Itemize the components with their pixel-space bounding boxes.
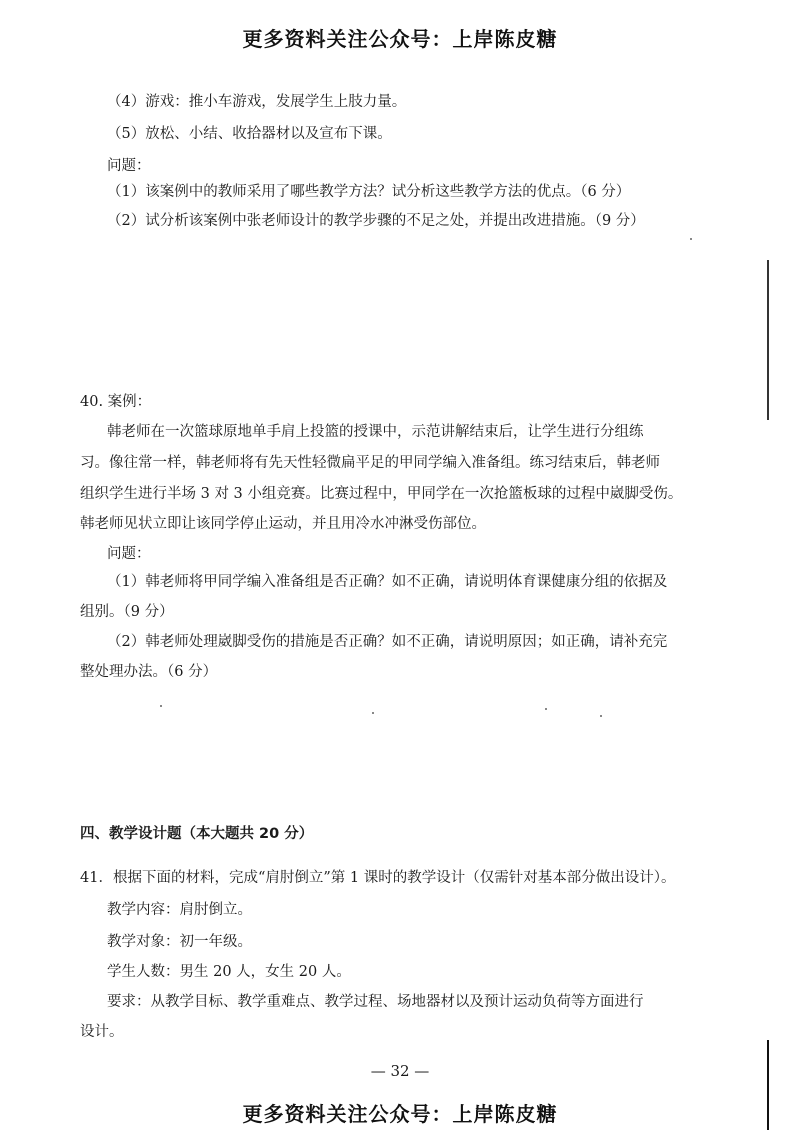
q39-question-2: （2）试分析该案例中张老师设计的教学步骤的不足之处，并提出改进措施。（9 分）: [107, 213, 645, 229]
q40-paragraph-line-3: 组织学生进行半场 3 对 3 小组竞赛。比赛过程中，甲同学在一次抢篮板球的过程中崴脚受伤。: [80, 486, 683, 502]
scan-edge-rule-lower: [767, 1040, 769, 1130]
q41-prompt: 41．根据下面的材料，完成“肩肘倒立”第 1 课时的教学设计（仅需针对基本部分做出设计）。: [80, 870, 676, 886]
section-4-title: 四、教学设计题（本大题共 20 分）: [80, 826, 314, 842]
scan-speck: [372, 712, 374, 714]
q41-student-count: 学生人数：男生 20 人，女生 20 人。: [107, 964, 351, 980]
q40-paragraph-line-1: 韩老师在一次篮球原地单手肩上投篮的授课中，示范讲解结束后，让学生进行分组练: [107, 424, 644, 440]
scan-speck: [600, 715, 602, 717]
footer-banner: 更多资料关注公众号：上岸陈皮糖: [242, 1102, 558, 1126]
q40-paragraph-line-4: 韩老师见状立即让该同学停止运动，并且用冷水冲淋受伤部位。: [80, 516, 486, 532]
scan-speck: [545, 708, 547, 710]
q39-questions-label: 问题：: [107, 158, 151, 174]
q40-heading: 40. 案例：: [80, 394, 152, 410]
page-number: — 32 —: [370, 1062, 430, 1080]
q39-step-5: （5）放松、小结、收拾器材以及宣布下课。: [107, 126, 392, 142]
header-banner: 更多资料关注公众号：上岸陈皮糖: [242, 27, 558, 51]
q41-requirements-line-1: 要求：从教学目标、教学重难点、教学过程、场地器材以及预计运动负荷等方面进行: [107, 994, 644, 1010]
q41-teaching-content: 教学内容：肩肘倒立。: [107, 902, 252, 918]
q40-paragraph-line-2: 习。像往常一样，韩老师将有先天性轻微扁平足的甲同学编入准备组。练习结束后，韩老师: [80, 455, 660, 471]
q41-teaching-target: 教学对象：初一年级。: [107, 934, 252, 950]
q39-question-1: （1）该案例中的教师采用了哪些教学方法？试分析这些教学方法的优点。（6 分）: [107, 184, 631, 200]
q40-question-1-line-2: 组别。（9 分）: [80, 604, 174, 620]
q40-question-2-line-1: （2）韩老师处理崴脚受伤的措施是否正确？如不正确，请说明原因；如正确，请补充完: [107, 634, 668, 650]
scan-speck: [160, 705, 162, 707]
scan-speck: [690, 238, 692, 240]
q39-step-4: （4）游戏：推小车游戏，发展学生上肢力量。: [107, 94, 407, 110]
q40-question-2-line-2: 整处理办法。（6 分）: [80, 664, 218, 680]
q41-requirements-line-2: 设计。: [80, 1024, 124, 1040]
scan-edge-rule-upper: [767, 260, 769, 420]
q40-questions-label: 问题：: [107, 546, 151, 562]
q40-question-1-line-1: （1）韩老师将甲同学编入准备组是否正确？如不正确，请说明体育课健康分组的依据及: [107, 574, 668, 590]
